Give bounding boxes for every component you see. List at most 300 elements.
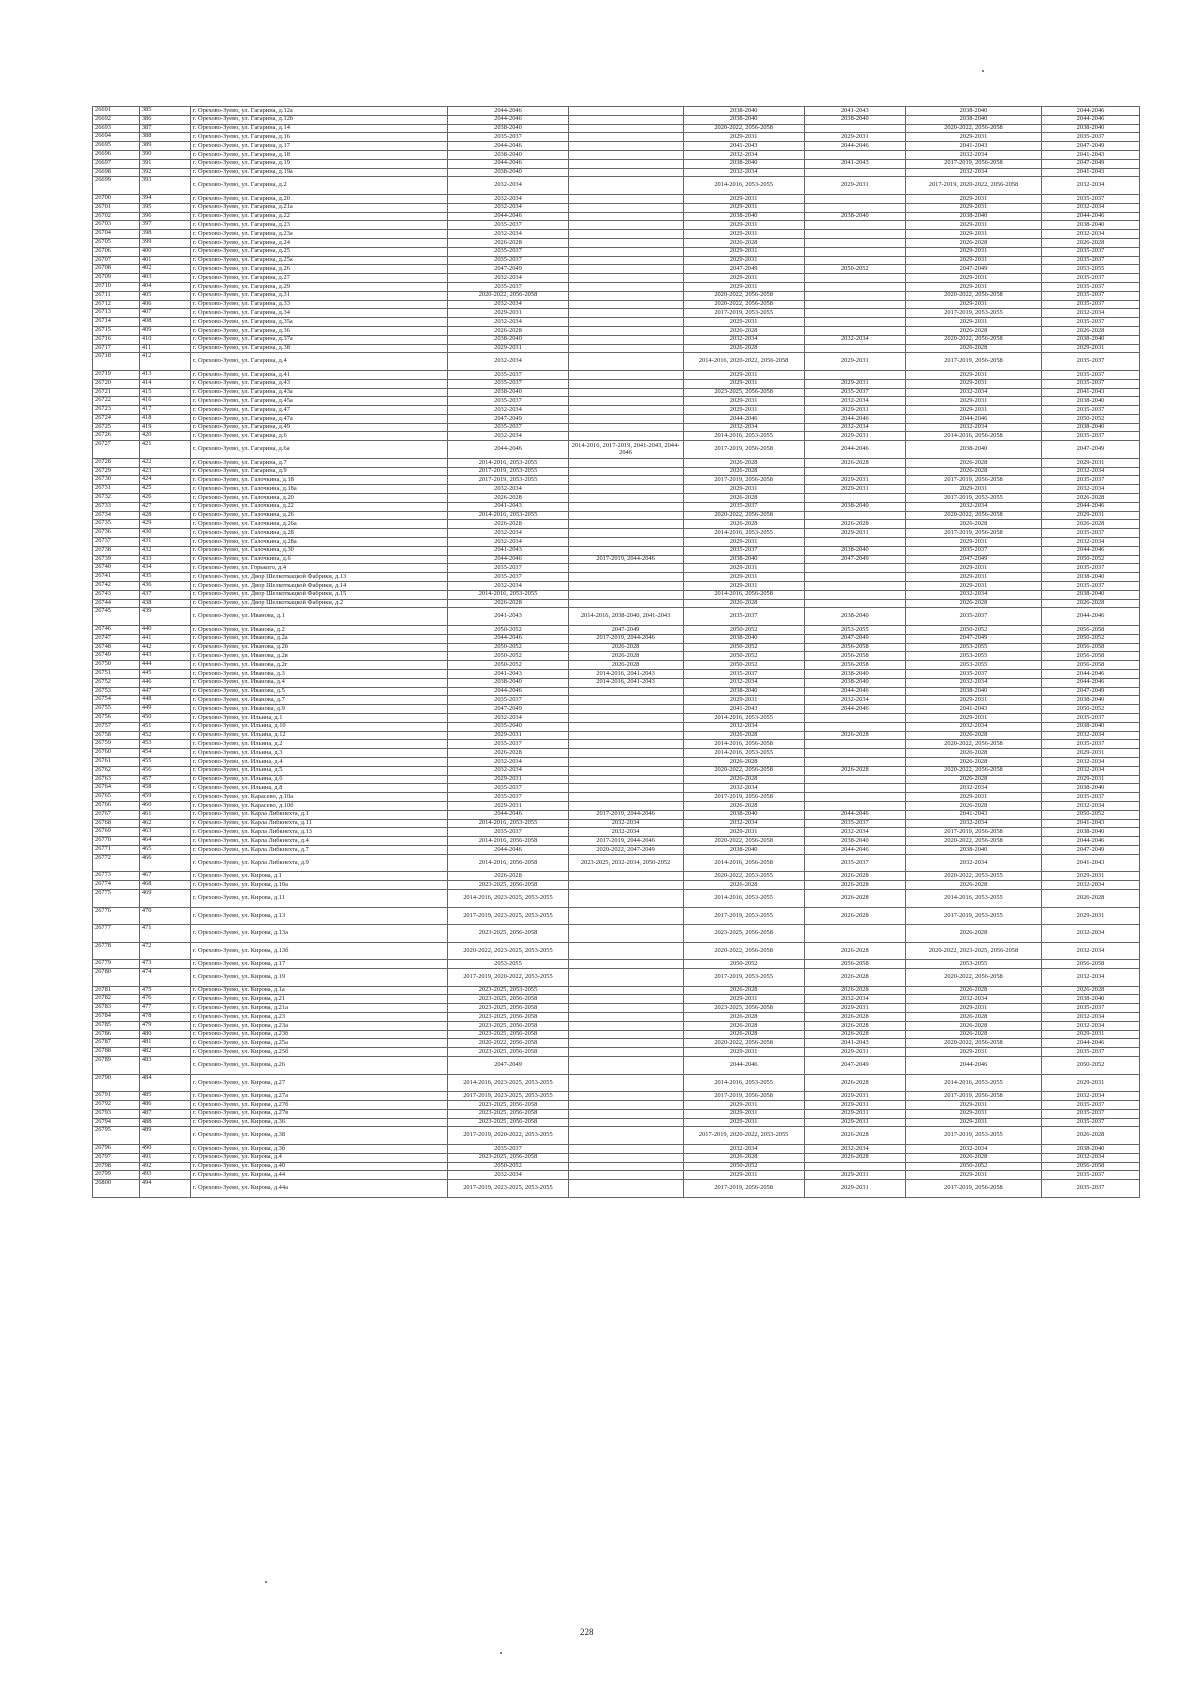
table-cell: 469 — [139, 889, 190, 907]
table-cell: 2035-2037 — [448, 573, 568, 582]
table-cell: 2017-2019, 2056-2058 — [905, 1180, 1041, 1198]
table-cell: 413 — [139, 370, 190, 379]
table-cell: г. Орехово-Зуево, ул. Галочкина, д.20 — [190, 494, 447, 503]
table-cell: 2029-2031 — [683, 538, 804, 547]
table-cell: 2029-2031 — [804, 1109, 905, 1118]
table-row — [93, 476, 1140, 485]
table-cell: г. Орехово-Зуево, ул. Гагарина, д.38 — [190, 344, 447, 353]
table-cell: 2038-2040 — [1042, 828, 1140, 837]
table-cell: 2032-2034 — [448, 766, 568, 775]
table-cell: 2017-2019, 2056-2058 — [905, 529, 1041, 538]
table-row — [93, 740, 1140, 749]
table-cell: 2029-2031 — [683, 370, 804, 379]
table-cell: 2023-2025, 2056-2058 — [448, 925, 568, 943]
table-cell: 2050-2052 — [683, 661, 804, 670]
table-cell — [568, 107, 683, 116]
table-cell: 26792 — [93, 1101, 140, 1110]
table-cell: 2020-2022, 2053-2055 — [905, 872, 1041, 881]
table-cell — [568, 115, 683, 124]
table-cell: 26768 — [93, 819, 140, 828]
table-cell: 2038-2040 — [1042, 335, 1140, 344]
table-cell: 2032-2034 — [1042, 1153, 1140, 1162]
table-cell — [568, 1048, 683, 1057]
table-cell: 2041-2043 — [804, 107, 905, 116]
table-cell: 26715 — [93, 326, 140, 335]
table-cell: г. Орехово-Зуево, ул. Иванова, д.2 — [190, 626, 447, 635]
table-cell — [804, 124, 905, 133]
table-cell: 474 — [139, 969, 190, 987]
table-cell: 2035-2037 — [448, 740, 568, 749]
table-cell: г. Орехово-Зуево, ул. Гагарина, д.24 — [190, 238, 447, 247]
table-cell — [568, 538, 683, 547]
table-cell: 2017-2019, 2056-2058 — [683, 793, 804, 802]
table-cell: 26774 — [93, 881, 140, 890]
table-cell: г. Орехово-Зуево, ул. Кирова, д.23б — [190, 1030, 447, 1039]
table-row — [93, 379, 1140, 388]
table-cell: г. Орехово-Зуево, ул. Иванова, д.2а — [190, 634, 447, 643]
table-row — [93, 678, 1140, 687]
table-cell: 2035-2037 — [905, 608, 1041, 626]
table-cell: 396 — [139, 212, 190, 221]
table-cell: 405 — [139, 291, 190, 300]
table-cell: 2026-2028 — [804, 1127, 905, 1145]
table-cell: 2035-2037 — [1042, 1004, 1140, 1013]
table-row — [93, 124, 1140, 133]
table-cell: 2032-2034 — [448, 432, 568, 441]
table-cell: 2056-2058 — [1042, 1162, 1140, 1171]
table-cell: 2029-2031 — [683, 564, 804, 573]
table-cell: 412 — [139, 353, 190, 371]
table-cell: 2023-2025, 2053-2055 — [448, 986, 568, 995]
table-cell: 2032-2034 — [905, 722, 1041, 731]
table-cell: 2044-2046 — [448, 107, 568, 116]
table-cell: 2035-2037 — [683, 670, 804, 679]
table-cell — [568, 458, 683, 467]
table-cell: 2026-2028 — [905, 925, 1041, 943]
table-cell: 26779 — [93, 960, 140, 969]
table-cell: 2035-2037 — [1042, 379, 1140, 388]
table-cell: 2026-2028 — [683, 757, 804, 766]
table-cell: 421 — [139, 441, 190, 459]
table-cell — [804, 599, 905, 608]
table-cell: 26716 — [93, 335, 140, 344]
table-cell: 2035-2037 — [1042, 432, 1140, 441]
table-cell: 26733 — [93, 502, 140, 511]
table-cell: г. Орехово-Зуево, ул. Кирова, д.27в — [190, 1109, 447, 1118]
table-row — [93, 1030, 1140, 1039]
table-cell: г. Орехово-Зуево, ул. Иванова, д.2б — [190, 643, 447, 652]
table-cell — [568, 1092, 683, 1101]
table-cell: 2041-2043 — [448, 670, 568, 679]
table-cell — [568, 291, 683, 300]
table-cell: 2020-2022, 2056-2058 — [683, 124, 804, 133]
table-cell: г. Орехово-Зуево, ул. Карла Либкнехта, д.9 — [190, 854, 447, 872]
table-cell: 2029-2031 — [683, 256, 804, 265]
table-cell: 426 — [139, 494, 190, 503]
table-cell: 2038-2040 — [683, 212, 804, 221]
table-cell — [568, 124, 683, 133]
table-cell: 2014-2016, 2023-2025, 2053-2055 — [448, 889, 568, 907]
table-cell: 26699 — [93, 177, 140, 195]
table-cell: 26732 — [93, 494, 140, 503]
table-row — [93, 687, 1140, 696]
table-cell: 2023-2025, 2056-2058 — [683, 388, 804, 397]
table-cell: 2026-2028 — [905, 775, 1041, 784]
table-cell: 2044-2046 — [683, 1057, 804, 1075]
table-cell: 478 — [139, 1013, 190, 1022]
table-cell: 2026-2028 — [1042, 238, 1140, 247]
table-cell — [804, 740, 905, 749]
table-cell: 2041-2043 — [1042, 388, 1140, 397]
table-cell — [568, 247, 683, 256]
table-cell: 2044-2046 — [1042, 1039, 1140, 1048]
table-cell: г. Орехово-Зуево, ул. Кирова, д.13а — [190, 925, 447, 943]
table-cell: 2044-2046 — [1042, 115, 1140, 124]
table-row — [93, 837, 1140, 846]
table-cell: 486 — [139, 1101, 190, 1110]
table-cell: 2032-2034 — [448, 1171, 568, 1180]
table-cell: 2035-2037 — [1042, 133, 1140, 142]
table-cell: 2014-2016, 2056-2058 — [683, 590, 804, 599]
table-cell — [804, 590, 905, 599]
table-cell: 26711 — [93, 291, 140, 300]
table-cell — [568, 766, 683, 775]
table-cell: г. Орехово-Зуево, ул. Гагарина, д.25 — [190, 247, 447, 256]
table-cell: 2035-2037 — [1042, 476, 1140, 485]
table-cell — [804, 467, 905, 476]
table-cell: 2026-2028 — [804, 1153, 905, 1162]
table-cell: 26730 — [93, 476, 140, 485]
table-cell — [804, 784, 905, 793]
table-cell: 2044-2046 — [1042, 546, 1140, 555]
table-cell — [568, 133, 683, 142]
table-cell: 2050-2052 — [448, 1162, 568, 1171]
table-cell: 2029-2031 — [1042, 907, 1140, 925]
table-cell — [804, 150, 905, 159]
table-cell: г. Орехово-Зуево, ул. Иванова, д.2г — [190, 661, 447, 670]
table-cell — [568, 881, 683, 890]
table-cell: 26694 — [93, 133, 140, 142]
table-cell: 2038-2040 — [448, 335, 568, 344]
table-cell: 2014-2016, 2053-2055 — [683, 432, 804, 441]
table-cell: 425 — [139, 485, 190, 494]
table-cell: 2056-2058 — [804, 643, 905, 652]
table-row — [93, 1145, 1140, 1154]
table-cell — [804, 274, 905, 283]
table-cell: 491 — [139, 1153, 190, 1162]
table-cell — [568, 159, 683, 168]
table-cell: 2026-2028 — [804, 458, 905, 467]
table-cell — [568, 573, 683, 582]
table-cell: 26729 — [93, 467, 140, 476]
table-cell: 2035-2037 — [448, 793, 568, 802]
table-cell: 2035-2037 — [448, 256, 568, 265]
table-cell: 26767 — [93, 810, 140, 819]
table-cell: 2035-2037 — [1042, 300, 1140, 309]
table-cell: 2050-2052 — [1042, 810, 1140, 819]
table-cell — [804, 494, 905, 503]
table-cell: 2032-2034 — [448, 300, 568, 309]
table-cell: 26778 — [93, 942, 140, 960]
table-row — [93, 150, 1140, 159]
table-cell: 26739 — [93, 555, 140, 564]
table-cell: 26777 — [93, 925, 140, 943]
table-cell: 2029-2031 — [804, 1004, 905, 1013]
table-cell — [568, 274, 683, 283]
table-row — [93, 406, 1140, 415]
table-cell: г. Орехово-Зуево, ул. Карла Либкнехта, д.7 — [190, 845, 447, 854]
table-cell: 488 — [139, 1118, 190, 1127]
table-cell: 26755 — [93, 705, 140, 714]
table-cell: 468 — [139, 881, 190, 890]
table-cell — [568, 318, 683, 327]
table-cell: 434 — [139, 564, 190, 573]
table-cell: 482 — [139, 1048, 190, 1057]
table-cell — [568, 995, 683, 1004]
table-cell: 26726 — [93, 432, 140, 441]
table-cell: 385 — [139, 107, 190, 116]
table-cell: 2014-2016, 2056-2058 — [905, 432, 1041, 441]
table-cell: г. Орехово-Зуево, ул. Иванова, д.9 — [190, 705, 447, 714]
table-cell: 2050-2052 — [1042, 705, 1140, 714]
table-cell: 493 — [139, 1171, 190, 1180]
table-cell — [804, 573, 905, 582]
table-cell: 2029-2031 — [804, 1101, 905, 1110]
table-cell: 2029-2031 — [683, 379, 804, 388]
table-cell: 2038-2040 — [804, 670, 905, 679]
table-cell: 2026-2028 — [568, 652, 683, 661]
table-cell: 2047-2049 — [1042, 142, 1140, 151]
table-cell: 2023-2025, 2056-2058 — [448, 881, 568, 890]
table-row — [93, 1013, 1140, 1022]
table-cell: 2050-2052 — [1042, 634, 1140, 643]
table-cell: 2029-2031 — [804, 406, 905, 415]
table-cell: г. Орехово-Зуево, ул. Ильина, д.8 — [190, 784, 447, 793]
table-row — [93, 502, 1140, 511]
table-cell: г. Орехово-Зуево, ул. Гагарина, д.36 — [190, 326, 447, 335]
table-cell — [804, 168, 905, 177]
table-cell: 2032-2034 — [683, 678, 804, 687]
table-cell — [568, 212, 683, 221]
table-cell: 2029-2031 — [804, 1118, 905, 1127]
table-cell: 2035-2037 — [448, 1145, 568, 1154]
table-row — [93, 1101, 1140, 1110]
table-cell — [804, 194, 905, 203]
table-cell: г. Орехово-Зуево, ул. Кирова, д.44а — [190, 1180, 447, 1198]
table-cell: 2023-2025, 2056-2058 — [448, 1101, 568, 1110]
table-cell: 2044-2046 — [448, 212, 568, 221]
table-cell: 2038-2040 — [683, 845, 804, 854]
table-cell: 399 — [139, 238, 190, 247]
table-cell: 2026-2028 — [448, 326, 568, 335]
table-cell: 2041-2043 — [804, 1039, 905, 1048]
table-cell: 26722 — [93, 397, 140, 406]
table-cell: 26780 — [93, 969, 140, 987]
table-cell: 2032-2034 — [1042, 969, 1140, 987]
table-cell: 2041-2043 — [448, 608, 568, 626]
table-row — [93, 1039, 1140, 1048]
table-cell — [568, 370, 683, 379]
table-cell: 2029-2031 — [905, 221, 1041, 230]
table-cell: 457 — [139, 775, 190, 784]
table-cell: 472 — [139, 942, 190, 960]
table-cell: 2020-2022, 2023-2025, 2056-2058 — [905, 942, 1041, 960]
table-cell: 26758 — [93, 731, 140, 740]
table-cell: 2032-2034 — [1042, 485, 1140, 494]
table-cell — [804, 326, 905, 335]
table-cell: 2029-2031 — [683, 696, 804, 705]
table-row — [93, 142, 1140, 151]
table-cell — [568, 731, 683, 740]
table-cell — [804, 775, 905, 784]
table-row — [93, 538, 1140, 547]
table-cell: 403 — [139, 274, 190, 283]
table-cell: 2044-2046 — [1042, 212, 1140, 221]
table-cell: 2029-2031 — [905, 194, 1041, 203]
table-cell: 2032-2034 — [1042, 757, 1140, 766]
table-cell: 2035-2037 — [905, 546, 1041, 555]
table-cell — [568, 335, 683, 344]
table-cell: 2038-2040 — [448, 388, 568, 397]
table-cell: 26800 — [93, 1180, 140, 1198]
table-cell — [568, 168, 683, 177]
table-cell: г. Орехово-Зуево, ул. Кирова, д.1 — [190, 872, 447, 881]
table-cell: 26781 — [93, 986, 140, 995]
table-cell: 458 — [139, 784, 190, 793]
table-cell: 2026-2028 — [804, 889, 905, 907]
table-cell: 2026-2028 — [905, 1013, 1041, 1022]
table-cell: 2032-2034 — [804, 423, 905, 432]
table-cell: 2053-2055 — [905, 652, 1041, 661]
table-cell: 2026-2028 — [683, 520, 804, 529]
table-cell: 2026-2028 — [683, 326, 804, 335]
table-cell: г. Орехово-Зуево, ул. Кирова, д.3б — [190, 1145, 447, 1154]
table-cell: 2044-2046 — [1042, 608, 1140, 626]
table-cell: г. Орехово-Зуево, ул. Галочкина, д.18а — [190, 485, 447, 494]
table-cell: 2035-2037 — [804, 819, 905, 828]
table-cell — [568, 757, 683, 766]
table-cell: 26773 — [93, 872, 140, 881]
table-cell: 26728 — [93, 458, 140, 467]
table-cell: 26714 — [93, 318, 140, 327]
table-row — [93, 1048, 1140, 1057]
table-cell — [568, 740, 683, 749]
table-cell: 2026-2028 — [683, 599, 804, 608]
table-cell: 2032-2034 — [448, 177, 568, 195]
table-cell: 431 — [139, 538, 190, 547]
table-row — [93, 828, 1140, 837]
table-cell: 2038-2040 — [905, 107, 1041, 116]
table-cell: 2029-2031 — [683, 1101, 804, 1110]
table-row — [93, 282, 1140, 291]
table-cell: г. Орехово-Зуево, ул. Гагарина, д.47а — [190, 414, 447, 423]
table-cell: 2026-2028 — [683, 1013, 804, 1022]
table-cell: 26723 — [93, 406, 140, 415]
table-cell: 26700 — [93, 194, 140, 203]
table-cell: 2038-2040 — [1042, 573, 1140, 582]
table-cell: 2026-2028 — [905, 326, 1041, 335]
table-row — [93, 247, 1140, 256]
table-cell: 459 — [139, 793, 190, 802]
table-cell: 463 — [139, 828, 190, 837]
scan-speck — [982, 70, 984, 72]
table-cell: 2038-2040 — [683, 159, 804, 168]
table-cell: 2044-2046 — [683, 414, 804, 423]
table-cell: 2017-2019, 2020-2022, 2053-2055 — [448, 969, 568, 987]
table-cell: 2029-2031 — [905, 564, 1041, 573]
table-cell — [804, 238, 905, 247]
table-cell: г. Орехово-Зуево, ул. Кирова, д.40 — [190, 1162, 447, 1171]
table-cell: 2029-2031 — [448, 775, 568, 784]
table-cell: 26784 — [93, 1013, 140, 1022]
table-cell: 2038-2040 — [1042, 1145, 1140, 1154]
table-cell: 2038-2040 — [804, 115, 905, 124]
table-cell: 462 — [139, 819, 190, 828]
table-cell: г. Орехово-Зуево, ул. Кирова, д.25б — [190, 1048, 447, 1057]
table-row — [93, 494, 1140, 503]
table-cell: 2041-2043 — [1042, 150, 1140, 159]
table-cell: г. Орехово-Зуево, ул. Кирова, д.26 — [190, 1057, 447, 1075]
table-cell: 2056-2058 — [1042, 960, 1140, 969]
table-cell — [804, 757, 905, 766]
table-cell: 2032-2034 — [1042, 1021, 1140, 1030]
table-cell: 2029-2031 — [1042, 775, 1140, 784]
table-cell: 2026-2028 — [568, 643, 683, 652]
table-cell: г. Орехово-Зуево, ул. Гагарина, д.6 — [190, 432, 447, 441]
table-cell: 2038-2040 — [1042, 397, 1140, 406]
table-cell: 26721 — [93, 388, 140, 397]
table-cell: 2029-2031 — [1042, 749, 1140, 758]
table-cell: 26749 — [93, 652, 140, 661]
table-cell: 2032-2034 — [448, 538, 568, 547]
table-row — [93, 238, 1140, 247]
table-cell: 2017-2019, 2056-2058 — [905, 353, 1041, 371]
table-cell: 2014-2016, 2053-2055 — [683, 177, 804, 195]
table-cell: 26747 — [93, 634, 140, 643]
table-cell: 2029-2031 — [448, 344, 568, 353]
table-cell: 439 — [139, 608, 190, 626]
table-cell: 26708 — [93, 265, 140, 274]
table-cell: 428 — [139, 511, 190, 520]
table-cell: 409 — [139, 326, 190, 335]
table-cell: 26775 — [93, 889, 140, 907]
table-cell: 26697 — [93, 159, 140, 168]
table-cell: 2038-2040 — [1042, 722, 1140, 731]
table-cell: 2023-2025, 2056-2058 — [448, 1004, 568, 1013]
table-cell: 2035-2037 — [448, 397, 568, 406]
table-row — [93, 221, 1140, 230]
table-cell: 2020-2022, 2056-2058 — [905, 511, 1041, 520]
table-cell: 397 — [139, 221, 190, 230]
table-cell: 2032-2034 — [905, 854, 1041, 872]
table-cell: 26750 — [93, 661, 140, 670]
table-cell: 2029-2031 — [905, 573, 1041, 582]
table-cell: 2035-2037 — [1042, 291, 1140, 300]
table-cell: 2038-2040 — [804, 837, 905, 846]
table-cell: 2035-2037 — [448, 423, 568, 432]
table-cell: 424 — [139, 476, 190, 485]
table-row — [93, 397, 1140, 406]
table-cell: г. Орехово-Зуево, ул. Гагарина, д.41 — [190, 370, 447, 379]
table-row — [93, 467, 1140, 476]
table-cell: 2026-2028 — [905, 1021, 1041, 1030]
table-cell: г. Орехово-Зуево, ул. Гагарина, д.29 — [190, 282, 447, 291]
table-cell: 26759 — [93, 740, 140, 749]
table-cell: 2026-2028 — [905, 467, 1041, 476]
table-cell: 2041-2043 — [804, 159, 905, 168]
table-cell: 444 — [139, 661, 190, 670]
table-row — [93, 1074, 1140, 1092]
